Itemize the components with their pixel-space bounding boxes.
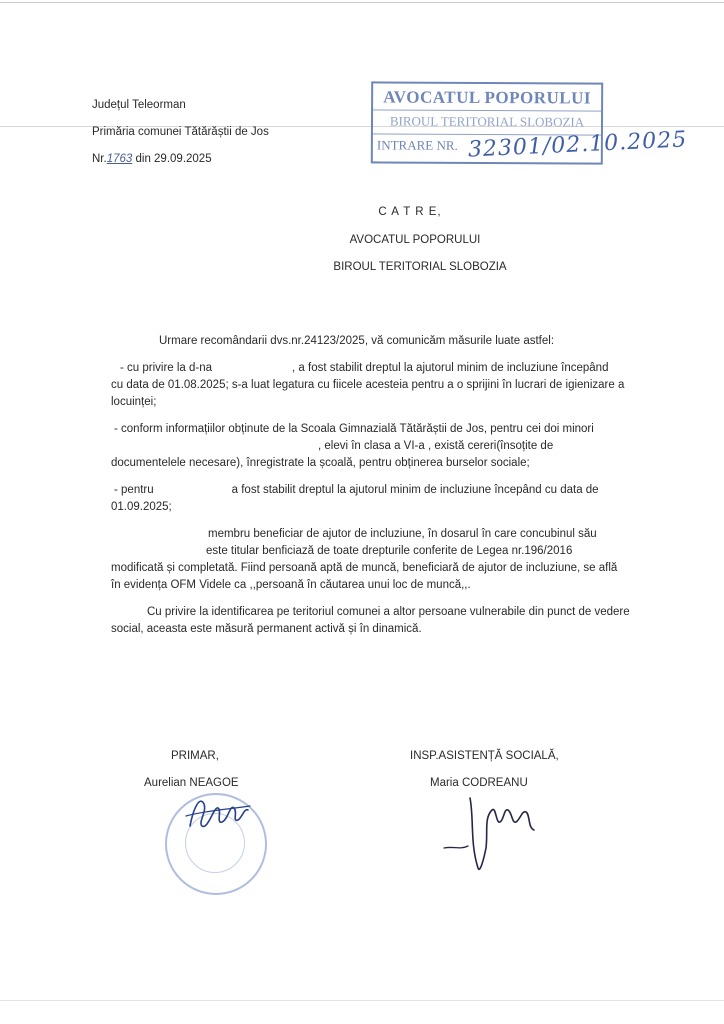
social-inspector-name: Maria CODREANU — [430, 777, 528, 789]
reference-number: 1763 — [106, 153, 133, 165]
paragraph-3-line-2: 01.09.2025; — [111, 501, 172, 513]
recipient-line-2: AVOCATUL POPORULUI — [349, 234, 481, 246]
reference-date: din 29.09.2025 — [135, 153, 212, 165]
paragraph-1-line-3: locuinței; — [111, 396, 157, 408]
recipient-line-1: C A T R E, — [378, 206, 442, 218]
paragraph-3-line-1 — [114, 482, 599, 498]
reference-label: Nr. — [92, 153, 107, 165]
paragraph-5-line-1: Cu privire la identificarea pe teritoriul comunei a altor persoane vulnerabile din punct de vedere — [147, 606, 630, 618]
mayor-name: Aurelian NEAGOE — [144, 777, 239, 789]
paragraph-4-line-3: modificată și completată. Fiind persoană aptă de muncă, beneficiară de ajutor de incluziune, se află — [111, 562, 618, 574]
paragraph-2-line-2: , elevi în clasa a VI-a , există cereri(însoțite de — [318, 440, 554, 452]
paragraph-1-start: - cu privire la d-na — [120, 362, 213, 374]
paragraph-4-line-4: în evidența OFM Videle ca ,,persoană în căutarea unui loc de muncă,,. — [111, 579, 471, 591]
stamp-entry-handwritten: 32301/02.10.2025 — [467, 127, 688, 163]
stamp-subtitle: BIROUL TERITORIAL SLOBOZIA — [389, 113, 585, 130]
social-inspector-title: INSP.ASISTENȚĂ SOCIALĂ, — [410, 750, 559, 762]
county-label: Județul Teleorman — [92, 99, 186, 111]
scan-edge-bottom — [0, 1000, 724, 1001]
institution-label: Primăria comunei Tătărăștii de Jos — [92, 126, 269, 138]
paragraph-1-rest: , a fost stabilit dreptul la ajutorul minim de incluziune începând — [292, 362, 609, 374]
inspector-signature-icon — [440, 788, 550, 878]
recipient-line-3: BIROUL TERITORIAL SLOBOZIA — [333, 261, 507, 273]
mayor-signature-icon — [180, 786, 260, 841]
paragraph-4-line-1: membru beneficiar de ajutor de incluziune, în dosarul în care concubinul său — [208, 528, 597, 540]
mayor-title: PRIMAR, — [171, 750, 219, 762]
stamp-title: AVOCATUL POPORULUI — [383, 87, 592, 108]
paragraph-4-line-2: este titular benficiază de toate drepturile conferite de Legea nr.196/2016 — [206, 545, 573, 557]
paragraph-2-line-1: - conform informațiilor obținute de la Scoala Gimnazială Tătărăștii de Jos, pentru cei doi minori — [114, 423, 594, 435]
paragraph-1-line-1 — [120, 360, 608, 376]
intro-text: Urmare recomândarii dvs.nr.24123/2025, vă comunicăm măsurile luate astfel: — [159, 335, 555, 347]
reference-line — [92, 151, 212, 167]
paragraph-3-rest: a fost stabilit dreptul la ajutorul minim de incluziune începând cu data de — [231, 484, 599, 496]
paragraph-2-line-3: documentelele necesare), înregistrate la școală, pentru obținerea burselor sociale; — [111, 457, 530, 469]
paragraph-1-line-2: cu data de 01.08.2025; s-a luat legatura cu fiicele acesteia pentru a o sprijini în lucrari de igienizare a — [111, 379, 625, 391]
paragraph-5-line-2: social, aceasta este măsură permanent activă și în dinamică. — [111, 623, 422, 635]
stamp-entry-label: INTRARE NR. — [376, 137, 458, 153]
stamp-divider — [373, 109, 601, 111]
registration-stamp — [371, 81, 688, 164]
scan-edge-top — [0, 2, 724, 3]
paragraph-3-start: - pentru — [114, 484, 154, 496]
